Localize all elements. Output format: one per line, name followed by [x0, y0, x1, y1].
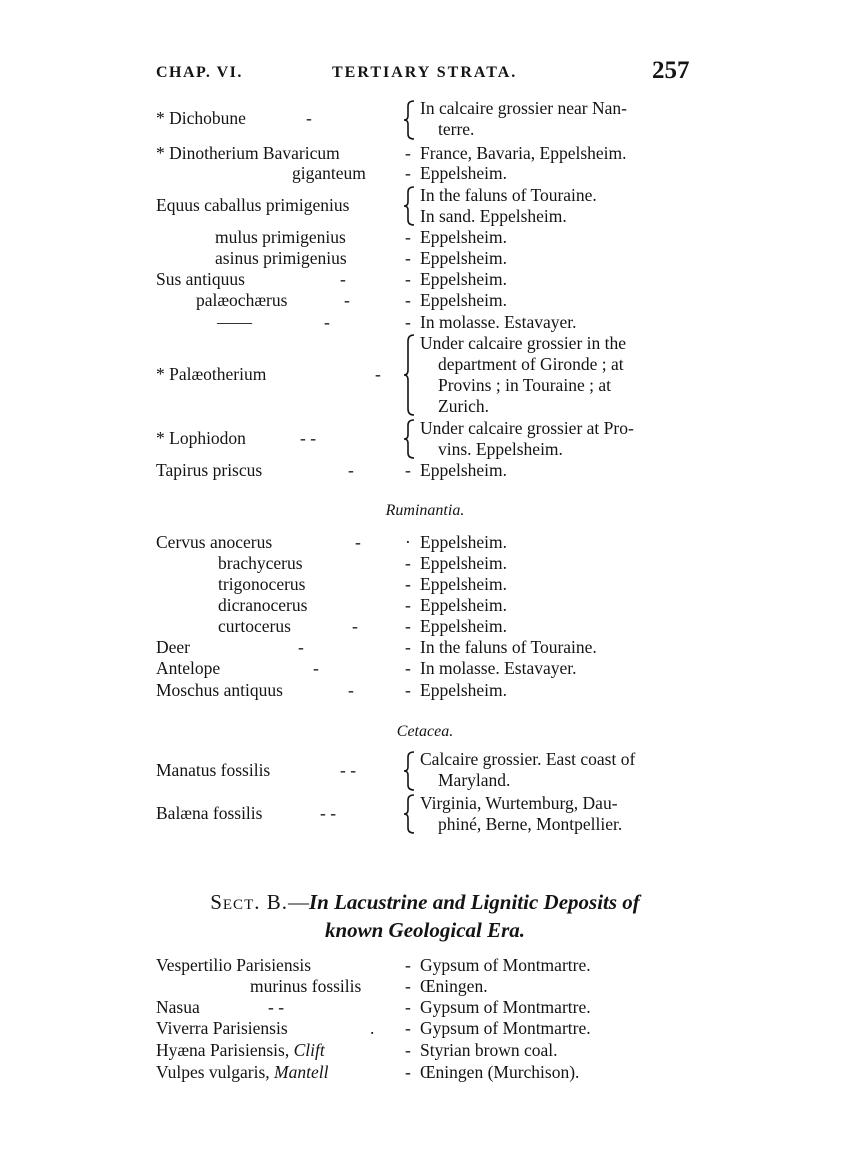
location-text: In the faluns of Touraine. In sand. Eppelsheim. [420, 185, 597, 226]
location-text: In molasse. Estavayer. [420, 312, 577, 332]
leader-dots: - [352, 616, 358, 636]
leader-dots: - [405, 997, 411, 1017]
brace-icon [402, 751, 416, 791]
list-item [0, 532, 850, 553]
species-name: Nasua [156, 997, 200, 1017]
list-item [0, 955, 850, 976]
leader-dots: - [405, 955, 411, 975]
species-name: giganteum [292, 163, 366, 183]
leader-dots: - [344, 290, 350, 310]
location-text: Gypsum of Montmartre. [420, 997, 591, 1017]
location-text: Œningen (Murchison). [420, 1062, 580, 1082]
leader-dots: - [405, 574, 411, 594]
list-item [0, 658, 850, 679]
list-item [0, 290, 850, 311]
list-item [0, 248, 850, 269]
page-number: 257 [652, 57, 690, 84]
location-text: Gypsum of Montmartre. [420, 955, 591, 975]
leader-dots: - - [300, 428, 317, 448]
location-text: Eppelsheim. [420, 532, 507, 552]
species-name: asinus primigenius [215, 248, 347, 268]
location-text: Œningen. [420, 976, 488, 996]
species-name: Viverra Parisiensis [156, 1018, 288, 1038]
list-item [0, 997, 850, 1018]
location-text: Eppelsheim. [420, 574, 507, 594]
author-name: Clift [293, 1040, 325, 1060]
list-item [0, 227, 850, 248]
leader-dots: - [405, 290, 411, 310]
species-name: Equus caballus primigenius [156, 195, 350, 215]
location-text: Under calcaire grossier at Pro- vins. Eppelsheim. [420, 418, 634, 459]
leader-dots: - [405, 616, 411, 636]
species-name: Hyæna Parisiensis, Clift [156, 1040, 325, 1060]
species-name: brachycerus [218, 553, 303, 573]
species-name: —— [217, 312, 252, 332]
brace-icon [402, 419, 416, 459]
location-text: In calcaire grossier near Nan- terre. [420, 98, 627, 139]
brace-icon [402, 334, 416, 416]
location-text: In the faluns of Touraine. [420, 637, 597, 657]
species-name: * Dichobune [156, 108, 246, 128]
location-text: Eppelsheim. [420, 616, 507, 636]
brace-icon [402, 100, 416, 140]
location-text: Eppelsheim. [420, 163, 507, 183]
list-item [0, 976, 850, 997]
species-name: curtocerus [218, 616, 291, 636]
location-text: In molasse. Estavayer. [420, 658, 577, 678]
species-name: murinus fossilis [250, 976, 362, 996]
list-item [0, 312, 850, 333]
leader-dots: - - [340, 760, 357, 780]
location-text: Virginia, Wurtemburg, Dau- phiné, Berne, Montpellier. [420, 793, 623, 834]
leader-dots: - [405, 269, 411, 289]
leader-dots: - [405, 143, 411, 163]
species-name: dicranocerus [218, 595, 308, 615]
list-item [0, 680, 850, 701]
leader-dots: - - [268, 997, 285, 1017]
location-text: Styrian brown coal. [420, 1040, 558, 1060]
species-name: Moschus antiquus [156, 680, 283, 700]
leader-dots: - [324, 312, 330, 332]
leader-dots: - [405, 312, 411, 332]
leader-dots: - [313, 658, 319, 678]
species-name: Manatus fossilis [156, 760, 271, 780]
leader-dots: - [340, 269, 346, 289]
list-item [0, 637, 850, 658]
section-b-heading-line2: known Geological Era. [324, 918, 526, 942]
leader-dots: - [405, 1018, 411, 1038]
species-name: Deer [156, 637, 191, 657]
leader-dots: - [405, 460, 411, 480]
leader-dots: · [405, 532, 411, 552]
location-text: Eppelsheim. [420, 595, 507, 615]
section-b-heading: Sect. B.—In Lacustrine and Lignitic Deposits of [210, 890, 640, 914]
species-name: * Palæotherium [156, 364, 267, 384]
section-heading-cetacea: Cetacea. [396, 723, 454, 740]
list-item [0, 1040, 850, 1061]
location-text: Calcaire grossier. East coast of Maryland. [420, 749, 636, 790]
leader-dots: - [405, 658, 411, 678]
leader-dots: . [370, 1018, 375, 1038]
list-item [0, 595, 850, 616]
leader-dots: - [405, 227, 411, 247]
list-item [0, 574, 850, 595]
species-name: Cervus anocerus [156, 532, 273, 552]
species-name: Vulpes vulgaris, Mantell [156, 1062, 329, 1082]
list-item [0, 1018, 850, 1039]
species-name: mulus primigenius [215, 227, 346, 247]
location-text: Eppelsheim. [420, 269, 507, 289]
species-name: Tapirus priscus [156, 460, 263, 480]
list-item [0, 1062, 850, 1083]
species-name: * Lophiodon [156, 428, 246, 448]
species-name: Balæna fossilis [156, 803, 263, 823]
leader-dots: - [405, 1062, 411, 1082]
leader-dots: - [405, 163, 411, 183]
brace-icon [402, 186, 416, 226]
chapter-header: CHAP. VI. [156, 64, 243, 81]
species-name: palæochærus [196, 290, 288, 310]
location-text: Eppelsheim. [420, 460, 507, 480]
list-item [0, 269, 850, 290]
leader-dots: - [405, 1040, 411, 1060]
author-name: Mantell [274, 1062, 329, 1082]
location-text: Eppelsheim. [420, 227, 507, 247]
list-item [0, 460, 850, 481]
leader-dots: - [348, 460, 354, 480]
leader-dots: - [375, 364, 381, 384]
location-text: Under calcaire grossier in the department of Gironde ; at Provins ; in Touraine ; at Zurich. [420, 333, 627, 416]
leader-dots: - [348, 680, 354, 700]
location-text: Eppelsheim. [420, 248, 507, 268]
leader-dots: - [405, 553, 411, 573]
location-text: Eppelsheim. [420, 553, 507, 573]
leader-dots: - [405, 248, 411, 268]
species-name: * Dinotherium Bavaricum [156, 143, 340, 163]
location-text: Gypsum of Montmartre. [420, 1018, 591, 1038]
location-text: Eppelsheim. [420, 680, 507, 700]
species-name: Sus antiquus [156, 269, 245, 289]
leader-dots: - [306, 108, 312, 128]
leader-dots: - [355, 532, 361, 552]
leader-dots: - [405, 637, 411, 657]
species-name: Antelope [156, 658, 221, 678]
species-name: Vespertilio Parisiensis [156, 955, 312, 975]
leader-dots: - [405, 976, 411, 996]
leader-dots: - [405, 680, 411, 700]
location-text: Eppelsheim. [420, 290, 507, 310]
species-name: trigonocerus [218, 574, 306, 594]
leader-dots: - [298, 637, 304, 657]
list-item [0, 143, 850, 164]
brace-icon [402, 794, 416, 834]
list-item [0, 616, 850, 637]
list-item [0, 163, 850, 184]
list-item [0, 553, 850, 574]
location-text: France, Bavaria, Eppelsheim. [420, 143, 627, 163]
leader-dots: - - [320, 803, 337, 823]
leader-dots: - [405, 595, 411, 615]
running-title: TERTIARY STRATA. [332, 64, 518, 81]
section-heading-ruminantia: Ruminantia. [385, 502, 465, 519]
